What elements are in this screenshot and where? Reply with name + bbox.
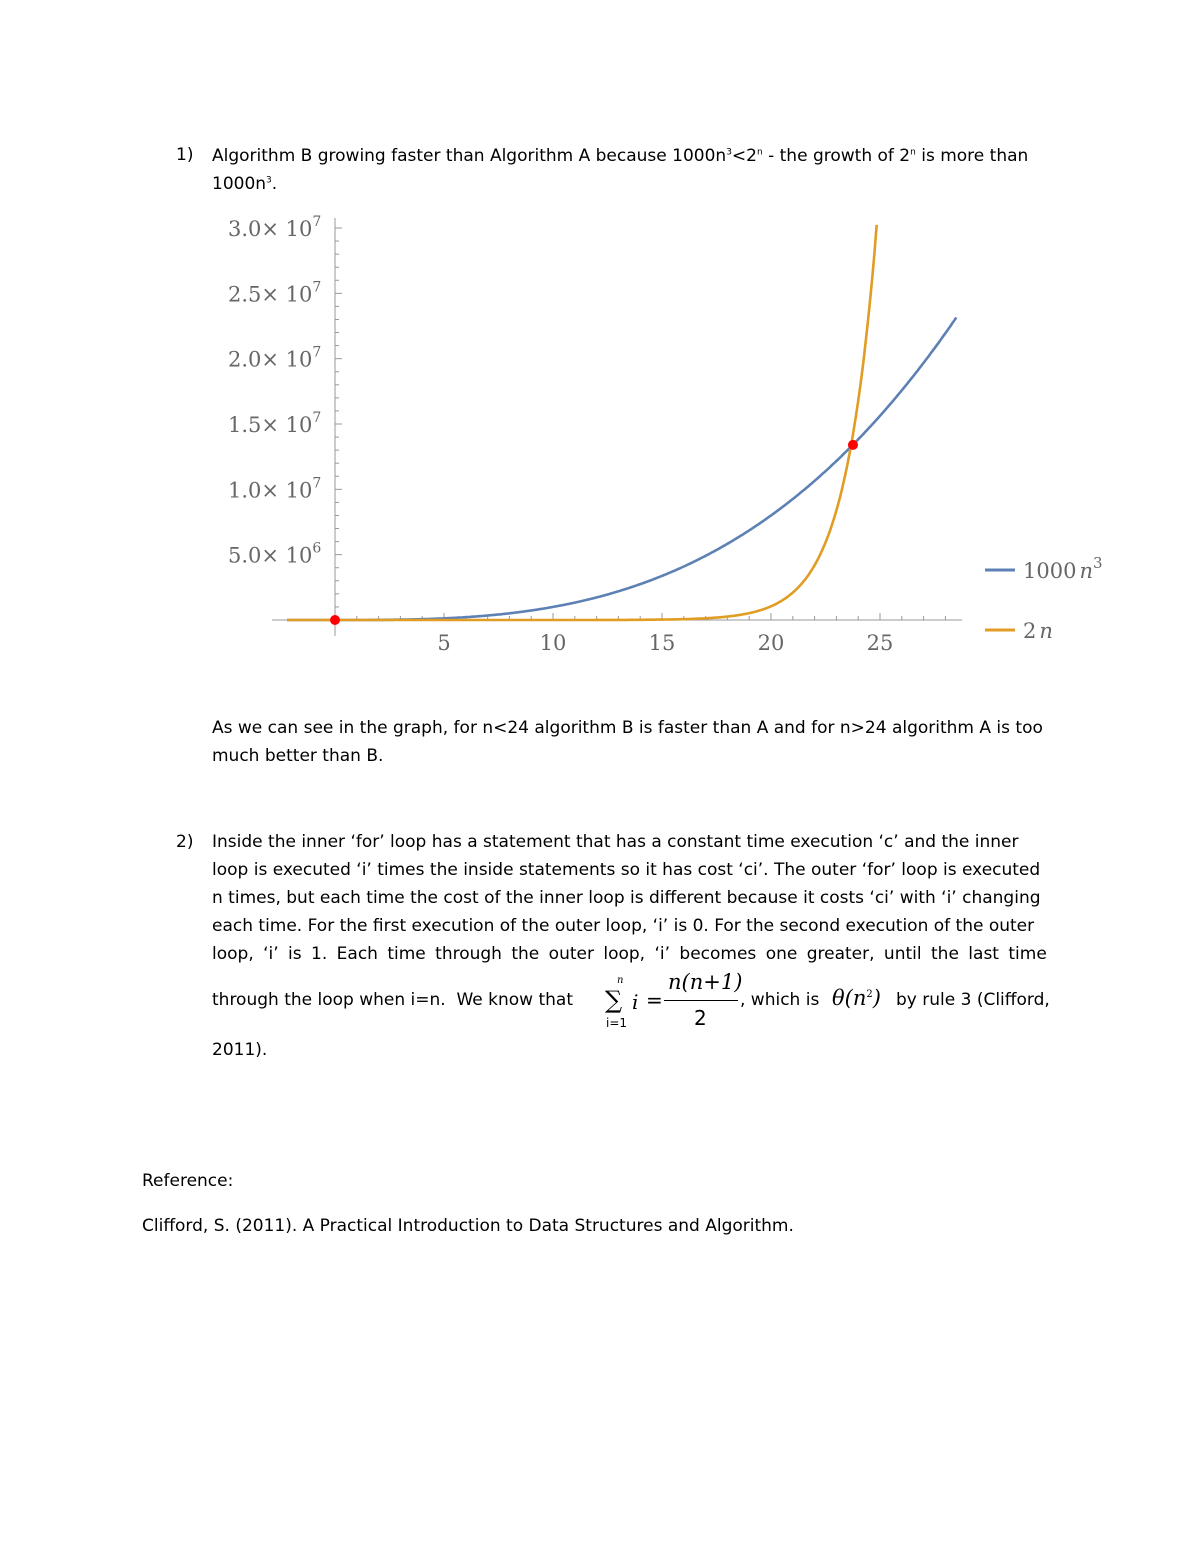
exponent: 3 bbox=[726, 147, 732, 158]
theta-open: θ( bbox=[832, 986, 853, 1010]
item2-line: loop is executed ‘i’ times the inside statements so it has cost ‘ci’. The outer ‘for’ loop is executed bbox=[212, 860, 1041, 880]
sum-symbol: ∑ bbox=[605, 986, 623, 1014]
item1-text: is more than bbox=[915, 146, 1029, 166]
theta-close: ) bbox=[872, 986, 881, 1010]
x-tick-label: 20 bbox=[757, 631, 785, 655]
formula-line-suffix: by rule 3 (Clifford, bbox=[896, 990, 1050, 1010]
series-line bbox=[287, 318, 956, 621]
y-tick-label: $1.0\times 10^7$ bbox=[228, 475, 322, 503]
item1-text: 1000n bbox=[212, 174, 267, 194]
growth-chart bbox=[0, 0, 1200, 700]
formula-line-prefix: through the loop when i=n. We know that bbox=[212, 990, 574, 1010]
equals-sign: = bbox=[646, 988, 663, 1012]
item2-line: loop, ‘i’ is 1. Each time through the outer loop, ‘i’ becomes one greater, until the last time bbox=[212, 944, 1047, 964]
sum-upper-limit: n bbox=[617, 975, 624, 986]
exponent: 2 bbox=[866, 989, 873, 1000]
y-tick-label: $5.0\times 10^6$ bbox=[228, 540, 322, 568]
item1-text: - the growth of 2 bbox=[762, 146, 911, 166]
exponent: n bbox=[756, 147, 763, 158]
item2-line: each time. For the first execution of the outer loop, ‘i’ is 0. For the second execution of the outer bbox=[212, 916, 1035, 936]
theta-n: n bbox=[852, 986, 867, 1010]
exponent: n bbox=[910, 147, 916, 158]
fraction-numerator: n(n+1) bbox=[668, 970, 743, 994]
y-tick-label: $3.0\times 10^7$ bbox=[228, 214, 322, 241]
y-tick-label: $2.5\times 10^7$ bbox=[228, 279, 322, 307]
fraction-bar bbox=[664, 1000, 738, 1001]
item2-number: 2) bbox=[176, 832, 194, 852]
chart-legend bbox=[985, 554, 1103, 643]
x-tick-label: 15 bbox=[648, 631, 676, 655]
legend-label: 1000 $n^3$ bbox=[1023, 554, 1103, 583]
item1-text: Algorithm B growing faster than Algorithm A because 1000n bbox=[212, 146, 727, 166]
fraction-denominator: 2 bbox=[694, 1006, 707, 1030]
analysis-line2: much better than B. bbox=[212, 746, 384, 766]
formula-line-mid: , which is bbox=[740, 990, 820, 1010]
x-tick-label: 25 bbox=[866, 631, 894, 655]
reference-citation: Clifford, S. (2011). A Practical Introduction to Data Structures and Algorithm. bbox=[142, 1216, 794, 1236]
marked-point bbox=[330, 615, 340, 625]
x-tick-label: 5 bbox=[437, 631, 451, 655]
x-tick-label: 10 bbox=[539, 631, 567, 655]
analysis-line1: As we can see in the graph, for n<24 algorithm B is faster than A and for n>24 algorithm A is too bbox=[212, 718, 1043, 738]
x-tick-labels bbox=[437, 631, 893, 655]
exponent: 3 bbox=[266, 175, 272, 186]
sum-lower-limit: i=1 bbox=[606, 1016, 628, 1030]
item1-text: <2 bbox=[731, 146, 757, 166]
item2-line: 2011). bbox=[212, 1040, 268, 1060]
item2-line: Inside the inner ‘for’ loop has a statement that has a constant time execution ‘c’ and the inner bbox=[212, 832, 1019, 852]
marked-point bbox=[848, 440, 858, 450]
series-lines bbox=[287, 225, 956, 620]
item2-line: n times, but each time the cost of the inner loop is different because it costs ‘ci’ with ‘i’ changing bbox=[212, 888, 1041, 908]
item1-text: . bbox=[271, 174, 278, 194]
chart-axes bbox=[272, 218, 962, 636]
reference-heading: Reference: bbox=[142, 1171, 234, 1191]
y-tick-label: $2.0\times 10^7$ bbox=[228, 344, 322, 372]
y-tick-label: $1.5\times 10^7$ bbox=[228, 410, 322, 437]
y-tick-labels bbox=[228, 214, 321, 568]
theta-expression bbox=[832, 986, 881, 1010]
sum-term: i bbox=[632, 990, 639, 1014]
series-line bbox=[287, 225, 877, 620]
legend-label: 2 n bbox=[1023, 619, 1053, 643]
item1-number: 1) bbox=[176, 145, 194, 165]
